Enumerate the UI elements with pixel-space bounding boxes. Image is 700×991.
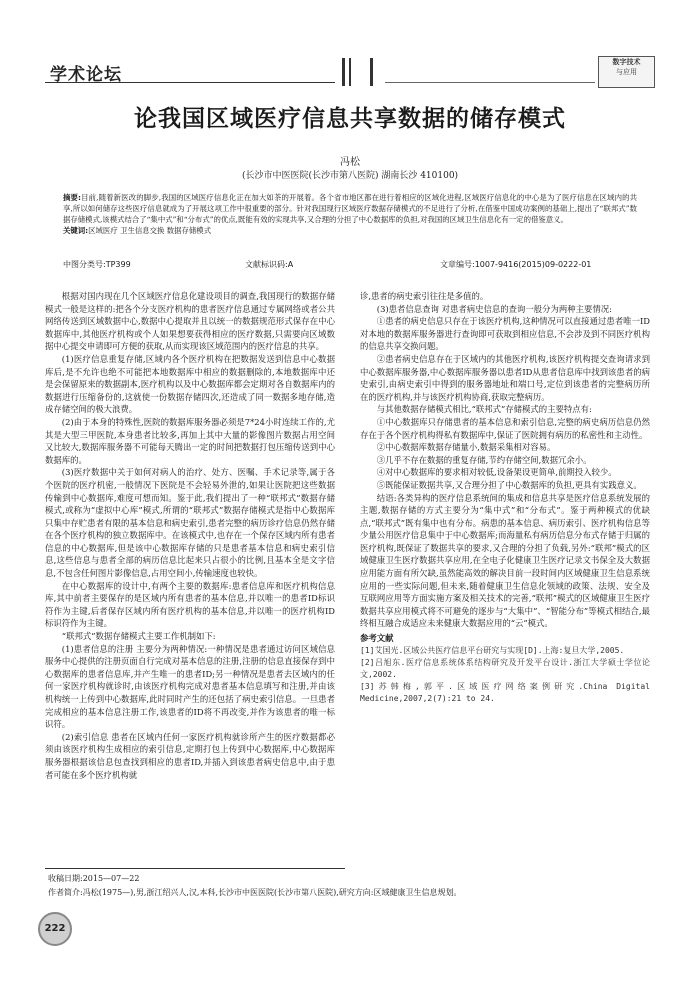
author-bio: 作者简介:冯松(1975—),男,浙江绍兴人,汉,本科,长沙市中医医院(长沙市第八医院),研究方向:区域健康卫生信息规划。 [48, 888, 462, 897]
paragraph: 结语:各类异构的医疗信息系统间的集成和信息共享是医疗信息系统发展的主题,数据存储的方式主要分为“集中式”和“分布式”。鉴于两种模式的优缺点,“联邦式”既有集中也有分布。病患的基本信息、病历索引、医疗机构信息等少量公用医疗信息集中于中心数据库;而海量私有病历信息分布式存储于归属的医疗机构,既保证了数据共享的要求,又合理的分担了负载,另外:“联邦”模式的区域健康卫生医疗数据共享应用,在全电子化健康卫生医疗记录文书保全及大数据应用能方面有所欠缺,虽然能高效的解决目前一段时间内区域健康卫生信息系统应用的一些实际问题,但未来,随着健康卫生信息化领域的政策、法规、安全及互联网应用等方面实施方案及相关技术的完善,“联邦”模式的区域健康卫生医疗数据共享应用模式将不可避免的逐步与“大集中”、“智能分布”等模式相结合,最终相互融合成适应未来健康大数据应用的“云”模式。 [360, 492, 650, 629]
abstract-label: 摘要: [63, 193, 81, 202]
paragraph: ①中心数据库只存储患者的基本信息和索引信息,完整的病史病历信息仍然存在于各个医疗机构得私有数据库中,保证了医院拥有病历的私密性和主动性。 [360, 416, 650, 440]
paragraph: ④对中心数据库的要求相对较低,设备架设更简单,前期投入较少。 [376, 467, 617, 478]
paragraph: ①患者的病史信息只存在于该医疗机构,这种情况可以直接通过患者唯一ID对本地的数据库服务器进行查询即可获取到相应信息,不会涉及到不同医疗机构的信息共享交换问题。 [360, 316, 650, 352]
paragraph: 在中心数据库的设计中,有两个主要的数据库:患者信息库和医疗机构信息库,其中前者主要保存的是区域内所有患者的基本信息,并以唯一的患者ID标识符作为主键,后者保存区域内所有医疗机构的基本信息,并以唯一的医疗机构ID标识符作为主键。 [45, 580, 335, 629]
header-bars-decoration [340, 58, 376, 86]
keywords-label: 关键词: [63, 226, 89, 235]
article-number: 文章编号:1007-9416(2015)09-0222-01 [440, 260, 592, 269]
abstract-text: 目前,随着新医改的脚步,我国的区域医疗信息化正在加大如茶的开展着。各个省市地区都在进行着相应的区域化进程,区域医疗信息化的中心是为了医疗信息在区域内的共享,所以如何储存这些医疗信息就成为了开展这项工作中很重要的部分。针对我国现行区域医疗数据存储模式的不足进行了分析,在借鉴中国成功案例的基础上,提出了“联邦式”数据存储模式,该模式结合了“集中式”和“分布式”的优点,既能有效的实现共享,又合理的分担了中心数据库的负担,对我国的区域卫生信息化有一定的借鉴意义。 [63, 193, 637, 224]
journal-logo-line2: 与应用 [616, 68, 637, 76]
received-date: 收稿日期:2015—07—22 [48, 874, 140, 883]
clc-number: 中图分类号:TP399 [63, 260, 131, 269]
right-column [360, 290, 650, 705]
abstract-block [63, 192, 637, 236]
paragraph: (3)患者信息查询 对患者病史信息的查询一般分为两种主要情况: [376, 303, 612, 314]
author-affiliation: (长沙市中医医院(长沙市第八医院) 湖南长沙 410100) [241, 171, 459, 181]
paragraph: (1)医疗信息重复存储,区域内各个医疗机构在把数据发送到信息中心数据库后,是不允许也绝不可能把本地数据库中相应的数据删除的,本地数据库中还是会保留原来的数据副本,医疗机构以及中心数据库都会定期对各自数据库内的数据进行压缩备份的,这就使一份数据存储四次,还造成了同一数据多地存储,造成存储空间的极大浪费。 [45, 353, 335, 415]
paragraph: ⑤既能保证数据共享,又合理分担了中心数据库的负担,更具有实践意义。 [376, 479, 642, 490]
references-heading: 参考文献 [360, 633, 394, 644]
paragraph: (1)患者信息的注册 主要分为两种情况:一种情况是患者通过访问区域信息服务中心提供的注册页面自行完成对基本信息的注册,注册的信息直接保存到中心数据库的患者信息库,并产生唯一的患者ID;另一种情况是患者去区域内的任何一家医疗机构就诊时,由该医疗机构完成对患者基本信息填写和注册,并由该机构统一上传到中心数据库,此时同时产生的还包括了病史索引信息。一旦患者完成相应的基本信息注册工作,该患者的ID将不再改变,并作为该患者的唯一标识符。 [45, 643, 335, 730]
paragraph: ②患者病史信息存在于区域内的其他医疗机构,该医疗机构提交查询请求到中心数据库服务器,中心数据库服务器以患者ID从患者信息库中找到该患者的病史索引,由病史索引中得到的服务器地址和端口号,定位到该患者的完整病历所在的医疗机构,并与该医疗机构协商,获取完整病历。 [360, 353, 650, 402]
paragraph: 与其他数据存储模式相比,“联邦式”存储模式的主要特点有: [376, 404, 592, 415]
page-number-badge [38, 912, 72, 946]
reference-item: [1]艾国光.区域公共医疗信息平台研究与实现[D].上海:复旦大学,2005. [360, 645, 625, 655]
paragraph: (3)医疗数据中关于如何对病人的治疗、处方、医嘱、手术记录等,属于各个医院的医疗机密,一般情况下医院是不会轻易外泄的,如果让医院把这些数据传输到中心数据库,难度可想而知。鉴于此,我们提出了一种“联邦式”数据存储模式,或称为“虚拟中心库”模式,所谓的“联邦式”数据存储模式是指中心数据库只集中存贮患者有限的基本信息和病史索引,患者完整的病历诊疗信息仍然存储在各个医疗机构的独立数据库中。在该模式中,也存在一个保存区域内所有患者信息的中心数据库,但是该中心数据库存储的只是患者基本信息和病史索引信息,这些信息与患者全部的病历信息比起来只占很小的比例,且基本全是文字信息,不包含任何图片影像信息,占用空间小,传输速度也较快。 [45, 467, 335, 579]
header-rule [45, 82, 335, 83]
reference-item: [2]吕旭东.医疗信息系统体系结构研究及开发平台设计.浙江大学硕士学位论文,2002. [360, 657, 650, 679]
paragraph: 诊,患者的病史索引往往是多值的。 [360, 291, 489, 301]
header-rule-right [385, 82, 595, 83]
paragraph: “联邦式”数据存储模式主要工作机制如下: [61, 631, 216, 642]
keywords-text: 区域医疗 卫生信息交换 数据存储模式 [88, 226, 212, 235]
section-label: 学术论坛 [50, 65, 122, 85]
doc-code: 文献标识码:A [245, 260, 294, 269]
paragraph: 根据对国内现在几个区域医疗信息化建设项目的调查,我国现行的数据存储模式一般是这样的:把各个分支医疗机构的患者医疗信息通过专属网络或者公共网络传送到区域数据中心,数据中心提取并且以统一的数据规范形式保存在中心数据库中,其他医疗机构或个人如果想要获得相应的医疗数据,只需要向区域数据中心提交申请即可方便的获取,从而实现该区域范围内的医疗信息的共享。 [45, 291, 335, 352]
author-name: 冯松 [340, 157, 360, 168]
paragraph: ③几乎不存在数据的重复存储,节约存储空间,数据冗余小。 [376, 454, 592, 465]
paragraph: (2)索引信息 患者在区域内任何一家医疗机构就诊所产生的医疗数据都必须由该医疗机构生成相应的索引信息,定期打包上传到中心数据库,中心数据库服务器根据该信息包查找到相应的患者ID,并插入到该患者病史信息中,由于患者可能在多个医疗机构就 [45, 731, 335, 780]
page-number: 222 [44, 923, 66, 934]
footnote-divider [45, 868, 345, 869]
journal-logo [598, 56, 655, 88]
paragraph: (2)由于本身的特殊性,医院的数据库服务器必须是7*24小时连续工作的,尤其是大型三甲医院,本身患者比较多,再加上其中大量的影像图片数据占用空间又比较大,数据库服务器不可能每天腾出一定的时间把数据打包压缩传送到中心数据库的。 [45, 416, 335, 465]
journal-logo-line1: 数字技术 [612, 58, 641, 66]
reference-item: [3]苏韩梅,郭平.区域医疗网络案例研究.China Digital Medicine,2007,2(7):21 to 24. [360, 681, 650, 703]
article-title: 论我国区域医疗信息共享数据的储存模式 [134, 106, 566, 132]
paragraph: ②中心数据库数据存储量小,数据采集相对容易。 [376, 442, 556, 453]
left-column [45, 290, 335, 781]
